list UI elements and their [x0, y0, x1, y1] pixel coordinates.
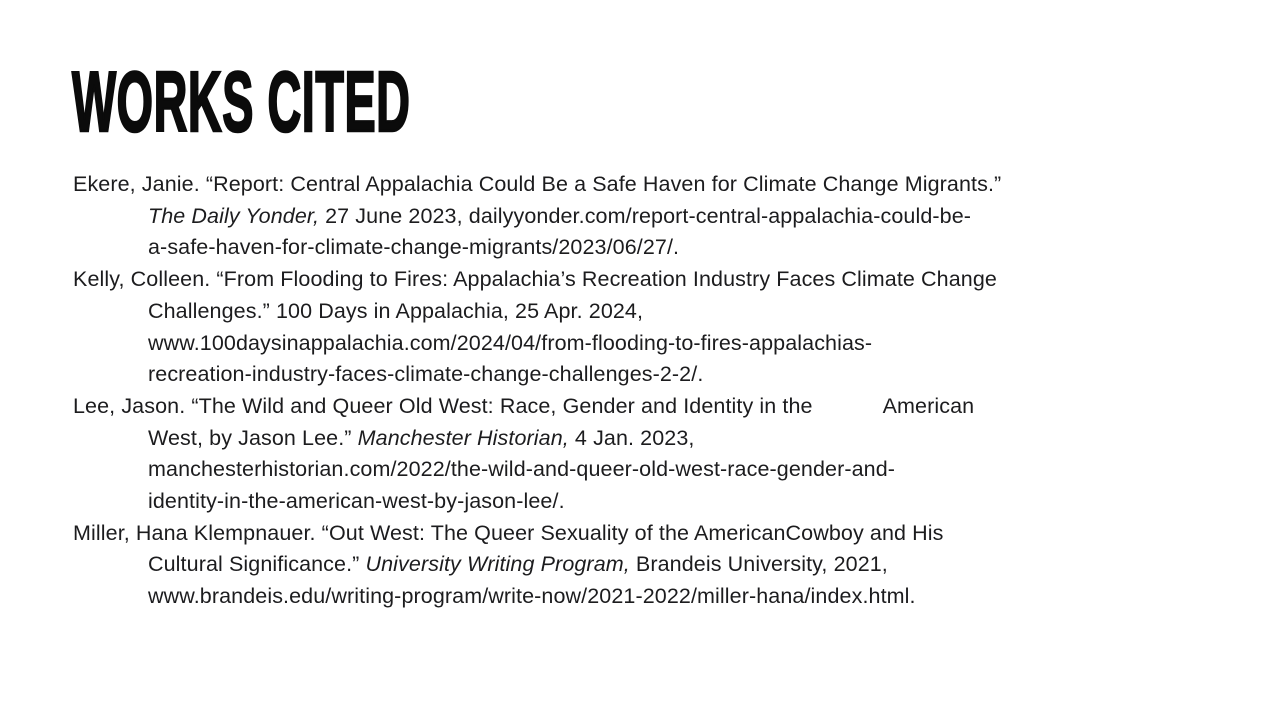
citation-entry [73, 264, 1233, 391]
citation-text-segment: Ekere, Janie. “Report: Central Appalachia Could Be a Safe Haven for Climate Change Migrants.” [73, 172, 1002, 196]
citation-text-segment: 4 Jan. 2023, [568, 425, 695, 450]
citation-line [148, 486, 1233, 518]
citation-text-segment: www.brandeis.edu/writing-program/write-now/2021-2022/miller-hana/index.html. [148, 584, 916, 609]
citation-text-segment: identity-in-the-american-west-by-jason-lee/. [148, 489, 565, 514]
citation-text-segment: a-safe-haven-for-climate-change-migrants/2023/06/27/. [148, 235, 680, 260]
citation-line [148, 581, 1233, 613]
citation-text-segment: 27 June 2023, dailyyonder.com/report-central-appalachia-could-be- [319, 203, 972, 228]
citation-line [148, 549, 1233, 581]
citation-source-title: University Writing Program, [365, 552, 630, 577]
citation-text-segment: Brandeis University, 2021, [629, 552, 888, 577]
citation-line [73, 169, 1233, 201]
citation-entry [73, 391, 1233, 518]
citation-line [148, 232, 1233, 264]
works-cited-list [73, 169, 1233, 613]
citation-entry [73, 518, 1233, 613]
citation-text-segment: recreation-industry-faces-climate-change-challenges-2-2/. [148, 362, 704, 387]
citation-text-segment: manchesterhistorian.com/2022/the-wild-and-queer-old-west-race-gender-and- [148, 457, 896, 482]
citation-entry [73, 169, 1233, 264]
citation-text-segment: Miller, Hana Klempnauer. “Out West: The Queer Sexuality of the AmericanCowboy and His [73, 520, 944, 545]
citation-line [148, 201, 1233, 233]
citation-source-title: The Daily Yonder, [148, 203, 320, 228]
citation-line [73, 391, 1233, 423]
slide-title: WORKS CITED [72, 55, 411, 150]
citation-line [148, 359, 1233, 391]
citation-line [73, 518, 1233, 550]
citation-source-title: Manchester Historian, [357, 425, 569, 450]
citation-line [148, 423, 1233, 455]
citation-text-segment: Challenges.” 100 Days in Appalachia, 25 Apr. 2024, [148, 298, 644, 323]
citation-text-segment: Lee, Jason. “The Wild and Queer Old West: Race, Gender and Identity in the [73, 393, 813, 418]
citation-line [148, 328, 1233, 360]
citation-line [73, 264, 1233, 296]
citation-line [148, 454, 1233, 486]
citation-text-segment: Kelly, Colleen. “From Flooding to Fires: Appalachia’s Recreation Industry Faces Climate Change [73, 267, 997, 292]
citation-line [148, 296, 1233, 328]
citation-text-segment: www.100daysinappalachia.com/2024/04/from-flooding-to-fires-appalachias- [148, 330, 873, 355]
citation-text-segment: West, by Jason Lee.” [148, 425, 358, 450]
citation-text-segment: American [882, 393, 975, 418]
citation-text-segment: Cultural Significance.” [148, 552, 366, 577]
